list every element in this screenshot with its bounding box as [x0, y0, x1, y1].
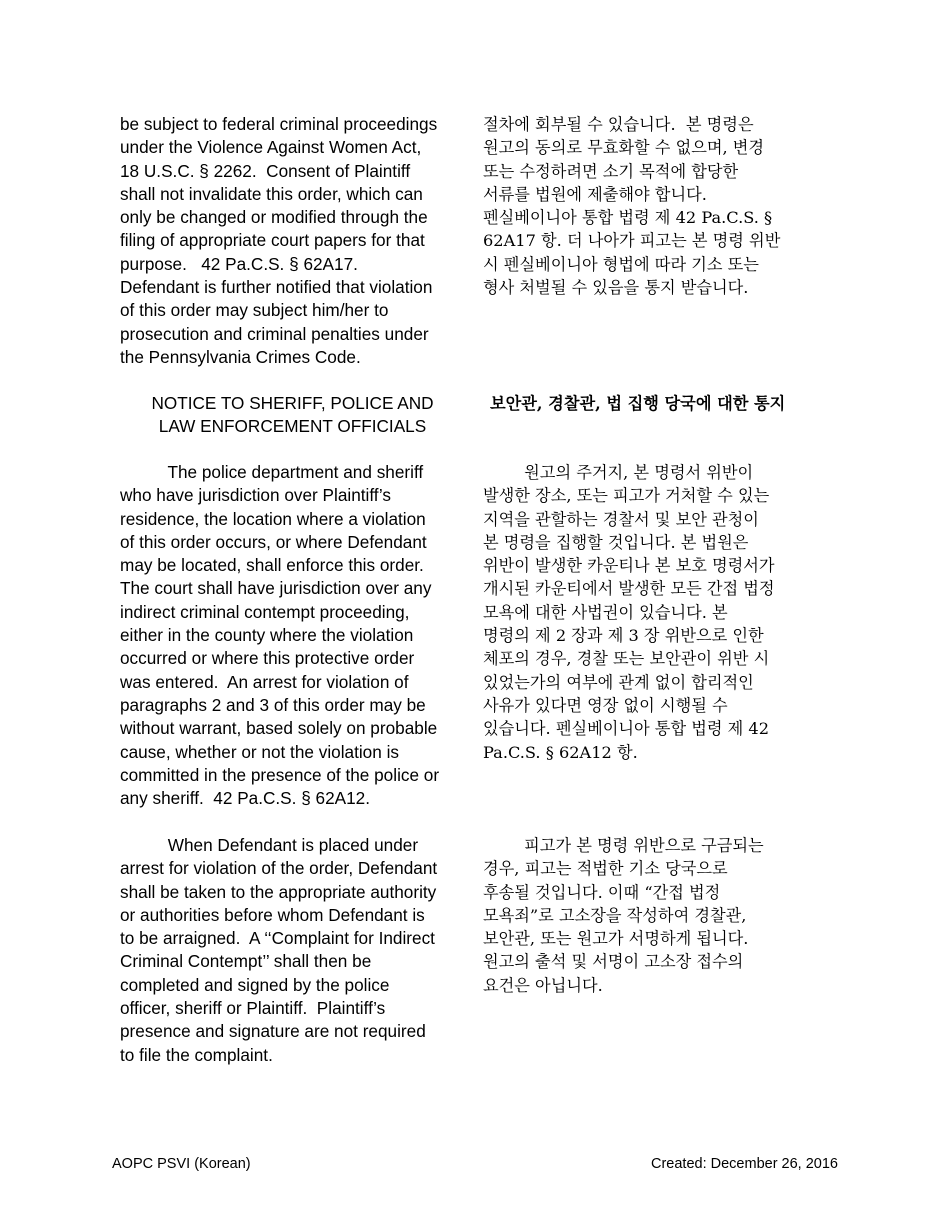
footer-created-date: Created: December 26, 2016	[651, 1156, 838, 1172]
english-paragraph-arrest: When Defendant is placed under arrest for violation of the order, Defendant shall be taken to the appropriate authority or authorities before whom Defendant is to be arraigned. A ‘‘Complaint for Indirect Criminal Contempt’’ shall then be completed and signed by the police officer, sheriff or Plaintiff. Plaintiff’s presence and signature are not required to file the complaint.	[120, 835, 438, 1065]
footer-form-id: AOPC PSVI (Korean)	[112, 1156, 251, 1172]
korean-heading-notice: 보안관, 경찰관, 법 집행 당국에 대한 통지	[490, 394, 786, 413]
korean-paragraph-arrest: 피고가 본 명령 위반으로 구금되는 경우, 피고는 적법한 기소 당국으로 후송될 것입니다. 이때 “간접 법정 모욕죄”로 고소장을 작성하여 경찰관, 보안관, 또는 원고가 서명하게 됩니다. 원고의 출석 및 서명이 고소장 접수의 요건은 아닙니다.	[483, 836, 764, 995]
english-paragraph-police: The police department and sheriff who have jurisdiction over Plaintiff’s residence, the location where a violation of this order occurs, or where Defendant may be located, shall enforce this order. The court shall have jurisdiction over any indirect criminal contempt proceeding, either in the county where the violation occurred or where this protective order was entered. An arrest for violation of paragraphs 2 and 3 of this order may be without warrant, based solely on probable cause, whether or not the violation is committed in the presence of the police or any sheriff. 42 Pa.C.S. § 62A12.	[120, 462, 440, 809]
korean-paragraph-police: 원고의 주거지, 본 명령서 위반이 발생한 장소, 또는 피고가 거처할 수 있는 지역을 관할하는 경찰서 및 보안 관청이 본 명령을 집행할 것입니다. 본 법원은 위반이 발생한 카운티나 본 보호 명령서가 개시된 카운티에서 발생한 모든 간접 법정 모욕에 대한 사법권이 있습니다. 본 명령의 제 2 장과 제 3 장 위반으로 인한 체포의 경우, 경찰 또는 보안관이 위반 시 있었는가의 여부에 관계 없이 합리적인 사유가 있다면 영장 없이 시행될 수 있습니다. 펜실베이니아 통합 법령 제 42 Pa.C.S. § 62A12 항.	[483, 463, 775, 762]
korean-paragraph-intro: 절차에 회부될 수 있습니다. 본 명령은 원고의 동의로 무효화할 수 없으며, 변경 또는 수정하려면 소기 목적에 합당한 서류를 법원에 제출해야 합니다. 펜실베이니아 통합 법령 제 42 Pa.C.S. § 62A17 항. 더 나아가 피고는 본 명령 위반 시 펜실베이니아 형법에 따라 기소 또는 형사 처벌될 수 있음을 통지 받습니다.	[483, 115, 781, 298]
english-paragraph-intro: be subject to federal criminal proceedings under the Violence Against Women Act, 18 U.S.C. § 2262. Consent of Plaintiff shall not invalidate this order, which can only be changed or modified through the filing of appropriate court papers for that purpose. 42 Pa.C.S. § 62A17. Defendant is further notified that violation of this order may subject him/her to prosecution and criminal penalties under the Pennsylvania Crimes Code.	[120, 114, 438, 367]
english-heading-notice: NOTICE TO SHERIFF, POLICE AND LAW ENFORCEMENT OFFICIALS	[151, 393, 434, 437]
